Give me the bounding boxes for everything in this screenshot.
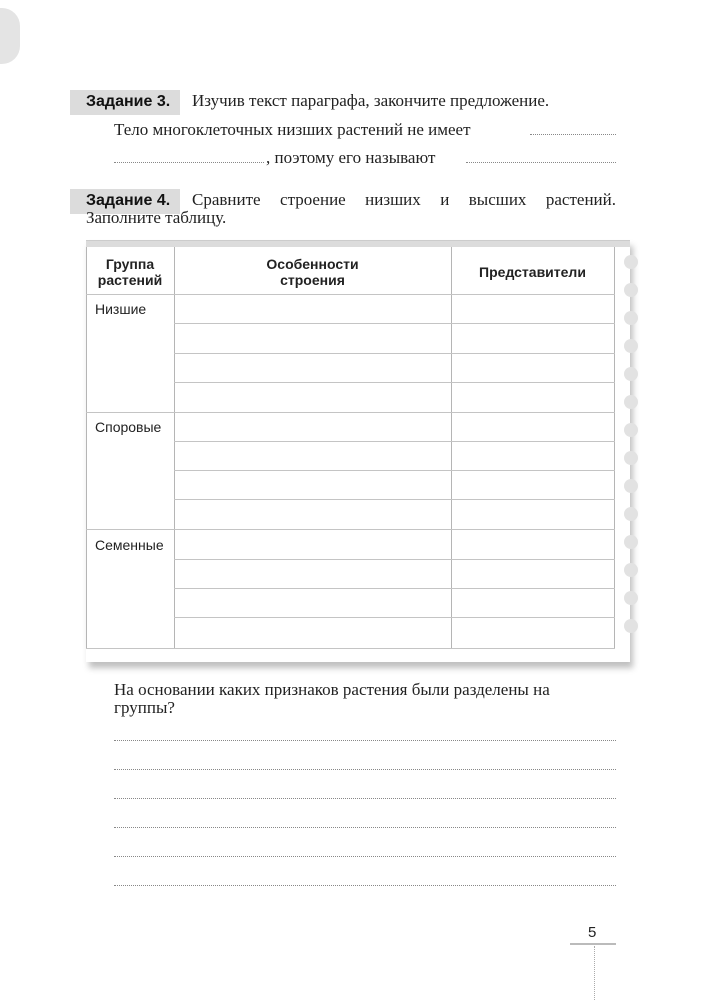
header-representatives: Представители [479, 264, 586, 280]
perforation-dot [624, 619, 638, 633]
perforation-dot [624, 283, 638, 297]
group-lower: Низшие [95, 301, 147, 317]
question-line1: На основании каких признаков растения были разделены на [114, 680, 550, 699]
header-features-line1: Особенности [266, 256, 359, 272]
group-divider [86, 529, 615, 530]
header-group-line1: Группа [105, 256, 155, 272]
task4-instruction-line1: Сравните строение низших и высших растений. [192, 190, 616, 209]
row-line [174, 559, 615, 560]
page-number-rule [570, 943, 616, 945]
table-top-bar [86, 241, 630, 247]
row-line [174, 499, 615, 500]
task3-sentence-line1: Тело многоклеточных низших растений не имеет [114, 120, 471, 139]
answer-line[interactable] [114, 856, 616, 857]
row-line [174, 470, 615, 471]
perforation-dot [624, 591, 638, 605]
perforation-dot [624, 367, 638, 381]
perforation-dot [624, 479, 638, 493]
perforation-dot [624, 451, 638, 465]
page-edge-dots [594, 946, 595, 1000]
perforation-dot [624, 535, 638, 549]
corner-decoration [0, 8, 20, 64]
task4-label: Задание 4. [70, 189, 180, 214]
perforation-dot [624, 563, 638, 577]
row-line [174, 353, 615, 354]
answer-line[interactable] [114, 162, 264, 163]
answer-line[interactable] [530, 134, 616, 135]
comparison-table [86, 240, 630, 662]
header-divider [86, 294, 615, 295]
task3-sentence-line2: , поэтому его называют [266, 148, 436, 167]
group-seed: Семенные [95, 537, 164, 553]
header-group-line2: растений [97, 272, 163, 288]
table-border [86, 247, 87, 649]
answer-line[interactable] [114, 885, 616, 886]
perforation-dot [624, 507, 638, 521]
group-divider [86, 412, 615, 413]
task3-label: Задание 3. [70, 90, 180, 115]
task4-instruction-line2: Заполните таблицу. [86, 208, 227, 227]
row-line [174, 382, 615, 383]
group-spore: Споровые [95, 419, 162, 435]
answer-line[interactable] [114, 740, 616, 741]
answer-line[interactable] [466, 162, 616, 163]
perforation-dot [624, 339, 638, 353]
header-features [174, 256, 451, 288]
perforation-dot [624, 423, 638, 437]
perforation-dot [624, 255, 638, 269]
header-group [86, 256, 174, 288]
page-number: 5 [588, 924, 597, 941]
row-line [174, 323, 615, 324]
header-features-line2: строения [280, 272, 345, 288]
question-line2: группы? [114, 698, 175, 717]
row-line [174, 588, 615, 589]
answer-line[interactable] [114, 798, 616, 799]
answer-line[interactable] [114, 827, 616, 828]
table-bottom [86, 648, 615, 649]
answer-line[interactable] [114, 769, 616, 770]
task3-instruction: Изучив текст параграфа, закончите предложение. [192, 91, 550, 110]
perforation-dot [624, 395, 638, 409]
row-line [174, 441, 615, 442]
row-line [174, 617, 615, 618]
perforation-dot [624, 311, 638, 325]
